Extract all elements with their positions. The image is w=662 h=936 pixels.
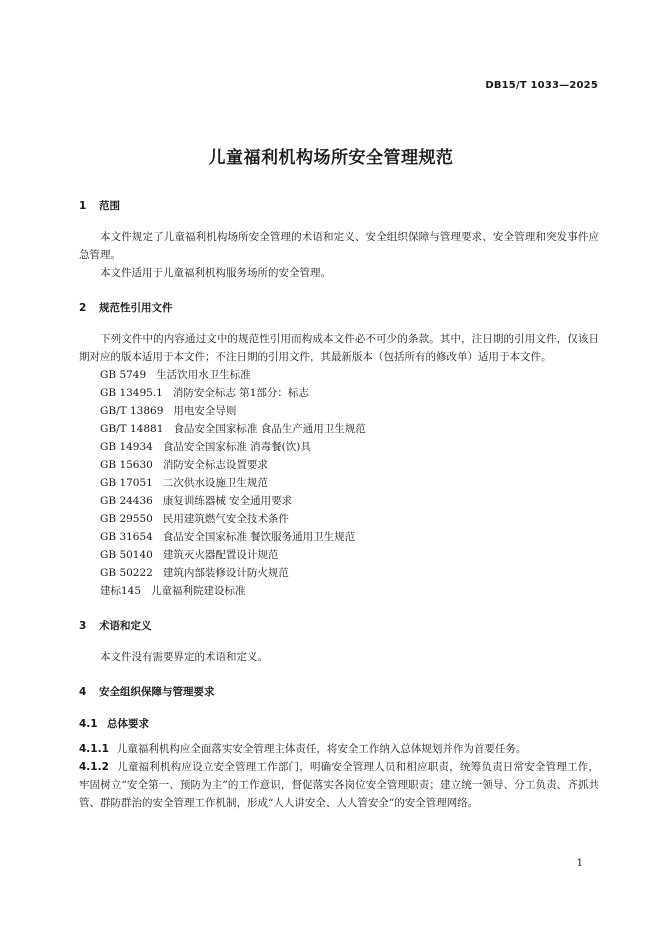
reference-title: 消防安全标志设置要求 [162,459,268,471]
reference-code: GB 5749 [100,369,147,381]
reference-code: 建标145 [100,585,142,597]
document-title: 儿童福利机构场所安全管理规范 [208,148,454,168]
clause-number: 4.1.2 [79,761,109,773]
reference-title: 建筑灭火器配置设计规范 [162,549,279,561]
section-title: 术语和定义 [99,620,152,632]
section-number: 3 [79,620,87,632]
section-heading-terms [79,616,599,636]
section-number: 1 [79,200,87,212]
reference-item [100,384,599,402]
reference-code: GB 13495.1 [100,387,163,399]
reference-code: GB 14934 [100,441,153,453]
reference-item [100,420,599,438]
reference-code: GB 24436 [100,495,153,507]
reference-code: GB 15630 [100,459,153,471]
reference-title: 消防安全标志 第1部分：标志 [172,387,309,399]
reference-item [100,402,599,420]
subsection-heading-general [79,714,599,734]
reference-title: 康复训练器械 安全通用要求 [162,495,293,507]
reference-item [100,528,599,546]
reference-list [79,366,599,600]
clause-text: 儿童福利机构应全面落实安全管理主体责任，将安全工作纳入总体规划并作为首要任务。 [116,743,527,755]
subsection-title: 总体要求 [107,718,149,730]
reference-code: GB/T 13869 [100,405,164,417]
reference-title: 食品安全国家标准 消毒餐(饮)具 [162,441,311,453]
reference-item [100,564,599,582]
reference-item [100,546,599,564]
clause-number: 4.1.1 [79,743,109,755]
document-body [79,196,599,812]
section-number: 4 [79,686,87,698]
clause [79,758,599,812]
reference-title: 用电安全导则 [173,405,237,417]
document-code: DB15/T 1033—2025 [485,80,598,91]
section-heading-scope [79,196,599,216]
reference-code: GB 17051 [100,477,153,489]
reference-item [100,492,599,510]
reference-item [100,582,599,600]
reference-item [100,366,599,384]
reference-title: 生活饮用水卫生标准 [156,369,251,381]
reference-title: 儿童福利院建设标准 [151,585,246,597]
reference-code: GB 29550 [100,513,153,525]
section-heading-organization [79,682,599,702]
reference-item [100,456,599,474]
paragraph: 本文件适用于儿童福利机构服务场所的安全管理。 [100,267,331,279]
reference-item [100,474,599,492]
reference-item [100,510,599,528]
paragraph: 下列文件中的内容通过文中的规范性引用而构成本文件必不可少的条款。其中，注日期的引用文件，仅该日期对应的版本适用于本文件；不注日期的引用文件，其最新版本（包括所有的修改单）适用于本文件。 [79,333,599,363]
paragraph: 本文件没有需要界定的术语和定义。 [100,651,268,663]
section-title: 范围 [99,200,120,212]
reference-code: GB 50222 [100,567,153,579]
section-heading-references [79,298,599,318]
clause [79,740,599,758]
subsection-number: 4.1 [79,718,98,730]
section-title: 安全组织保障与管理要求 [99,686,215,698]
section-number: 2 [79,302,87,314]
clause-text: 儿童福利机构应设立安全管理工作部门，明确安全管理人员和相应职责，统筹负责日常安全管理工作，牢固树立“安全第一、预防为主”的工作意识，督促落实各岗位安全管理职责；建立统一领导、分工负责、齐抓共管、群防群治的安全管理工作机制，形成“人人讲安全、人人管安全”的安全管理网络。 [79,761,599,809]
section-title: 规范性引用文件 [99,302,173,314]
paragraph: 本文件规定了儿童福利机构场所安全管理的术语和定义、安全组织保障与管理要求、安全管理和突发事件应急管理。 [79,231,599,261]
reference-code: GB 50140 [100,549,153,561]
reference-title: 建筑内部装修设计防火规范 [162,567,289,579]
reference-title: 二次供水设施卫生规范 [162,477,268,489]
reference-code: GB 31654 [100,531,153,543]
reference-title: 食品安全国家标准 餐饮服务通用卫生规范 [162,531,356,543]
reference-code: GB/T 14881 [100,423,164,435]
reference-item [100,438,599,456]
reference-title: 食品安全国家标准 食品生产通用卫生规范 [173,423,366,435]
page-number: 1 [576,858,583,869]
reference-title: 民用建筑燃气安全技术条件 [162,513,289,525]
